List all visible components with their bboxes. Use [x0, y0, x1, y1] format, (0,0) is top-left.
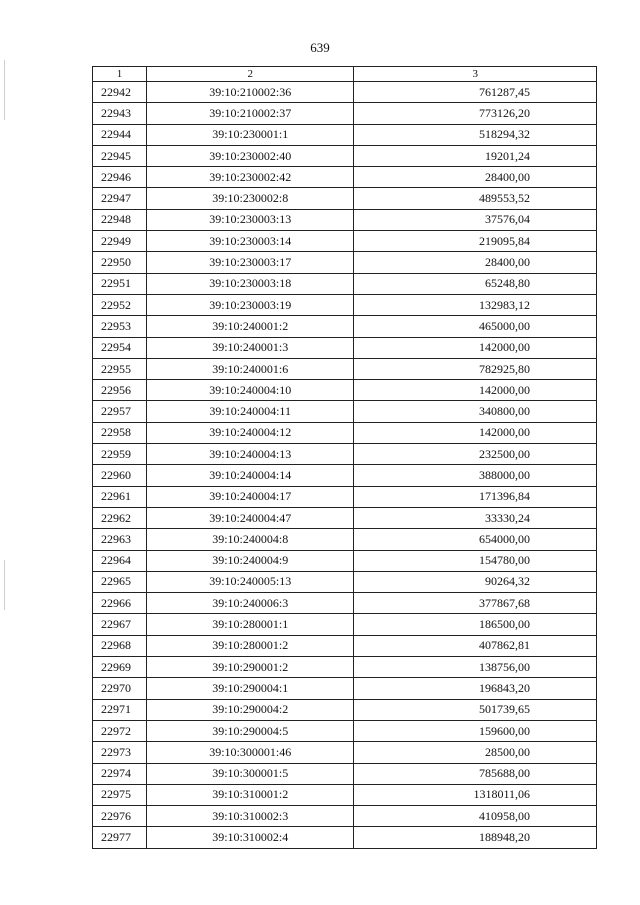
cadastral-number-cell: 39:10:240004:17	[146, 486, 354, 507]
row-number-cell: 22960	[93, 465, 147, 486]
value-cell: 196843,20	[354, 678, 597, 699]
value-cell: 138756,00	[354, 657, 597, 678]
value-cell: 410958,00	[354, 806, 597, 827]
table-row	[93, 529, 597, 550]
table-row	[93, 784, 597, 805]
table-row	[93, 699, 597, 720]
value-cell: 142000,00	[354, 380, 597, 401]
registry-table	[92, 66, 597, 849]
table-row	[93, 145, 597, 166]
value-cell: 28500,00	[354, 742, 597, 763]
cadastral-number-cell: 39:10:240004:47	[146, 507, 354, 528]
row-number-cell: 22976	[93, 806, 147, 827]
value-cell: 773126,20	[354, 103, 597, 124]
cadastral-number-cell: 39:10:240004:11	[146, 401, 354, 422]
cadastral-number-cell: 39:10:230002:42	[146, 167, 354, 188]
table-row	[93, 252, 597, 273]
value-cell: 159600,00	[354, 720, 597, 741]
cadastral-number-cell: 39:10:230003:19	[146, 294, 354, 315]
row-number-cell: 22959	[93, 444, 147, 465]
table-row	[93, 635, 597, 656]
table-row	[93, 571, 597, 592]
table-row	[93, 188, 597, 209]
cadastral-number-cell: 39:10:240004:14	[146, 465, 354, 486]
value-cell: 33330,24	[354, 507, 597, 528]
column-header-2: 2	[146, 67, 354, 82]
row-number-cell: 22958	[93, 422, 147, 443]
row-number-cell: 22955	[93, 358, 147, 379]
value-cell: 518294,32	[354, 124, 597, 145]
value-cell: 501739,65	[354, 699, 597, 720]
scan-margin-mark	[4, 560, 5, 610]
table-row	[93, 316, 597, 337]
row-number-cell: 22943	[93, 103, 147, 124]
table-row	[93, 444, 597, 465]
value-cell: 388000,00	[354, 465, 597, 486]
row-number-cell: 22953	[93, 316, 147, 337]
cadastral-number-cell: 39:10:230003:13	[146, 209, 354, 230]
value-cell: 28400,00	[354, 252, 597, 273]
cadastral-number-cell: 39:10:230002:40	[146, 145, 354, 166]
cadastral-number-cell: 39:10:280001:2	[146, 635, 354, 656]
table-row	[93, 486, 597, 507]
cadastral-number-cell: 39:10:290004:5	[146, 720, 354, 741]
row-number-cell: 22961	[93, 486, 147, 507]
cadastral-number-cell: 39:10:290001:2	[146, 657, 354, 678]
table-row	[93, 720, 597, 741]
cadastral-number-cell: 39:10:240004:12	[146, 422, 354, 443]
table-row	[93, 273, 597, 294]
row-number-cell: 22977	[93, 827, 147, 848]
row-number-cell: 22974	[93, 763, 147, 784]
value-cell: 377867,68	[354, 593, 597, 614]
value-cell: 654000,00	[354, 529, 597, 550]
table-row	[93, 763, 597, 784]
cadastral-number-cell: 39:10:230001:1	[146, 124, 354, 145]
value-cell: 761287,45	[354, 82, 597, 103]
row-number-cell: 22968	[93, 635, 147, 656]
row-number-cell: 22973	[93, 742, 147, 763]
value-cell: 465000,00	[354, 316, 597, 337]
table-row	[93, 742, 597, 763]
row-number-cell: 22972	[93, 720, 147, 741]
row-number-cell: 22954	[93, 337, 147, 358]
table-row	[93, 231, 597, 252]
page-number: 639	[310, 40, 330, 55]
row-number-cell: 22957	[93, 401, 147, 422]
row-number-cell: 22944	[93, 124, 147, 145]
table-row	[93, 401, 597, 422]
cadastral-number-cell: 39:10:240006:3	[146, 593, 354, 614]
value-cell: 90264,32	[354, 571, 597, 592]
table-row	[93, 593, 597, 614]
column-header-3: 3	[354, 67, 597, 82]
value-cell: 489553,52	[354, 188, 597, 209]
table-row	[93, 124, 597, 145]
column-header-1: 1	[93, 67, 147, 82]
table-row	[93, 827, 597, 848]
cadastral-number-cell: 39:10:280001:1	[146, 614, 354, 635]
table-row	[93, 209, 597, 230]
value-cell: 340800,00	[354, 401, 597, 422]
value-cell: 65248,80	[354, 273, 597, 294]
table-row	[93, 678, 597, 699]
cadastral-number-cell: 39:10:310002:4	[146, 827, 354, 848]
table-row	[93, 507, 597, 528]
cadastral-number-cell: 39:10:240004:9	[146, 550, 354, 571]
row-number-cell: 22945	[93, 145, 147, 166]
row-number-cell: 22969	[93, 657, 147, 678]
row-number-cell: 22965	[93, 571, 147, 592]
value-cell: 19201,24	[354, 145, 597, 166]
row-number-cell: 22971	[93, 699, 147, 720]
table-row	[93, 422, 597, 443]
row-number-cell: 22942	[93, 82, 147, 103]
value-cell: 188948,20	[354, 827, 597, 848]
table-row	[93, 614, 597, 635]
table-row	[93, 337, 597, 358]
table-row	[93, 358, 597, 379]
table-row	[93, 82, 597, 103]
cadastral-number-cell: 39:10:310001:2	[146, 784, 354, 805]
cadastral-number-cell: 39:10:230003:14	[146, 231, 354, 252]
row-number-cell: 22949	[93, 231, 147, 252]
cadastral-number-cell: 39:10:240004:8	[146, 529, 354, 550]
row-number-cell: 22964	[93, 550, 147, 571]
value-cell: 1318011,06	[354, 784, 597, 805]
table-row	[93, 550, 597, 571]
cadastral-number-cell: 39:10:230003:17	[146, 252, 354, 273]
scan-margin-mark	[4, 60, 5, 120]
value-cell: 142000,00	[354, 422, 597, 443]
cadastral-number-cell: 39:10:240001:2	[146, 316, 354, 337]
row-number-cell: 22962	[93, 507, 147, 528]
cadastral-number-cell: 39:10:290004:2	[146, 699, 354, 720]
cadastral-number-cell: 39:10:300001:5	[146, 763, 354, 784]
cadastral-number-cell: 39:10:230003:18	[146, 273, 354, 294]
cadastral-number-cell: 39:10:310002:3	[146, 806, 354, 827]
row-number-cell: 22956	[93, 380, 147, 401]
value-cell: 142000,00	[354, 337, 597, 358]
value-cell: 232500,00	[354, 444, 597, 465]
table-row	[93, 657, 597, 678]
table-row	[93, 294, 597, 315]
value-cell: 407862,81	[354, 635, 597, 656]
value-cell: 132983,12	[354, 294, 597, 315]
value-cell: 171396,84	[354, 486, 597, 507]
value-cell: 37576,04	[354, 209, 597, 230]
row-number-cell: 22967	[93, 614, 147, 635]
cadastral-number-cell: 39:10:240004:10	[146, 380, 354, 401]
table-row	[93, 103, 597, 124]
row-number-cell: 22950	[93, 252, 147, 273]
cadastral-number-cell: 39:10:210002:36	[146, 82, 354, 103]
cadastral-number-cell: 39:10:240004:13	[146, 444, 354, 465]
value-cell: 219095,84	[354, 231, 597, 252]
cadastral-number-cell: 39:10:240001:3	[146, 337, 354, 358]
table-row	[93, 380, 597, 401]
cadastral-number-cell: 39:10:210002:37	[146, 103, 354, 124]
value-cell: 785688,00	[354, 763, 597, 784]
table-header-row	[93, 67, 597, 82]
cadastral-number-cell: 39:10:240005:13	[146, 571, 354, 592]
row-number-cell: 22975	[93, 784, 147, 805]
cadastral-number-cell: 39:10:230002:8	[146, 188, 354, 209]
value-cell: 154780,00	[354, 550, 597, 571]
row-number-cell: 22966	[93, 593, 147, 614]
cadastral-number-cell: 39:10:290004:1	[146, 678, 354, 699]
table-row	[93, 806, 597, 827]
row-number-cell: 22948	[93, 209, 147, 230]
row-number-cell: 22946	[93, 167, 147, 188]
table-row	[93, 465, 597, 486]
cadastral-number-cell: 39:10:240001:6	[146, 358, 354, 379]
value-cell: 28400,00	[354, 167, 597, 188]
table-row	[93, 167, 597, 188]
row-number-cell: 22952	[93, 294, 147, 315]
table-body	[93, 82, 597, 849]
row-number-cell: 22947	[93, 188, 147, 209]
cadastral-number-cell: 39:10:300001:46	[146, 742, 354, 763]
row-number-cell: 22951	[93, 273, 147, 294]
value-cell: 186500,00	[354, 614, 597, 635]
row-number-cell: 22970	[93, 678, 147, 699]
value-cell: 782925,80	[354, 358, 597, 379]
row-number-cell: 22963	[93, 529, 147, 550]
